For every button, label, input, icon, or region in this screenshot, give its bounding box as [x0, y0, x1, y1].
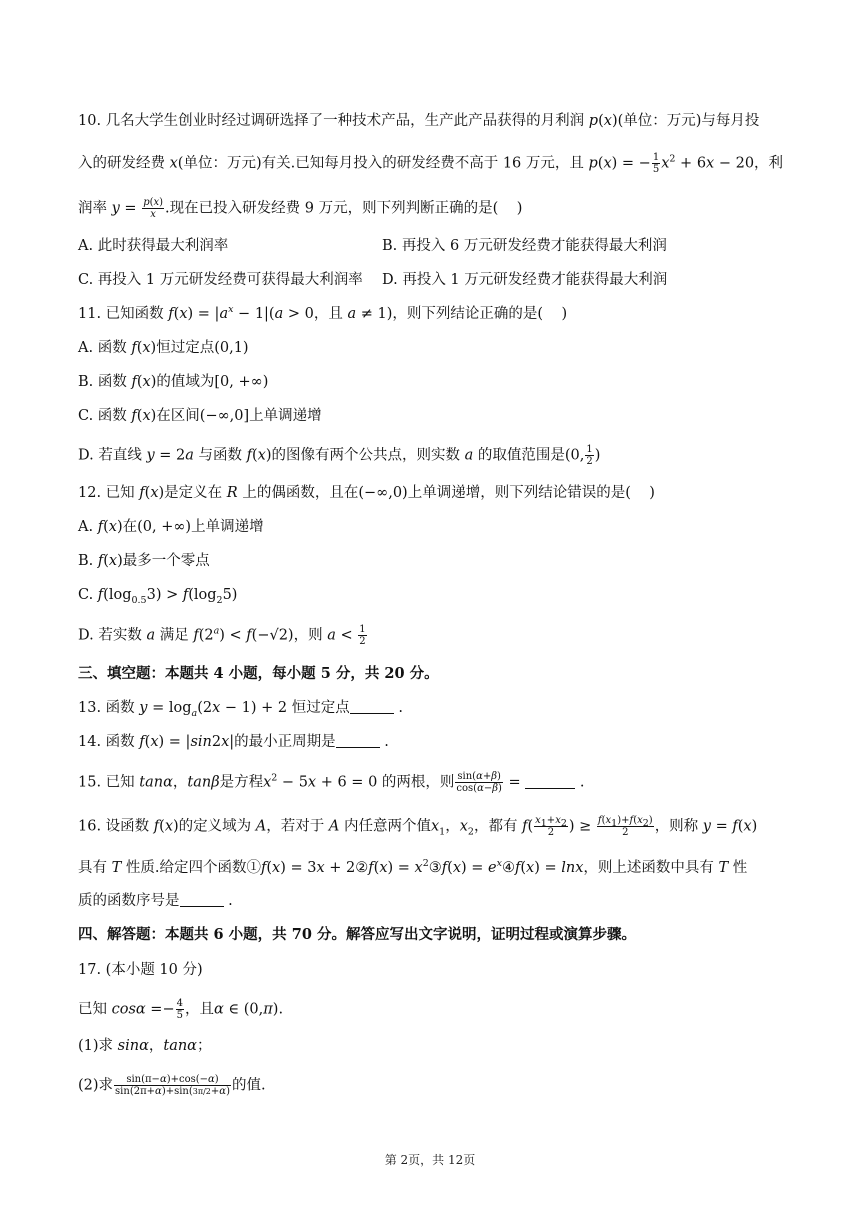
- page-footer: 第 2页，共 12页: [384, 1153, 476, 1167]
- q15: 15. 已知 tanα，tanβ是方程$x^2 - 5x + 6 = 0$ 的两根，则 $\frac{\sin(\alpha+\beta)}{\cos(\alpha-\beta)}$ = .: [78, 771, 585, 794]
- q16-line-1: 16. 设函数 f(x)的定义域为 A，若对于 A 内任意两个值$x_1$，$x_2$，都有 f( $\frac{x_1+x_2}{2}$ ) ≥ $\frac{f(x_1)+f(x_2)}{2}$ ，则称 y = f(x): [78, 815, 758, 838]
- q16-line-3: 质的函数序号是 .: [78, 893, 233, 909]
- q13: 13. 函数 $y = \log_a(2x - 1) + 2$ 恒过定点 .: [78, 700, 403, 719]
- q11-stem: 11. 已知函数 $f(x) = |a^x - 1|(a > 0$，且 a ≠ 1)，则下列结论正确的是( ): [78, 304, 568, 322]
- q12-stem: 12. 已知 f(x)是定义在 R 上的偶函数，且在(−∞,0)上单调递增，则下列结论错误的是( ): [78, 485, 655, 501]
- q10-line-3: 润率 y = $\frac{p(x)}{x}$ .现在已投入研发经费 9 万元，则下列判断正确的是( ): [78, 197, 523, 220]
- q10-option-d: D. 再投入 1 万元研发经费才能获得最大利润: [382, 272, 668, 288]
- q17-part-1: (1)求 sinα，tanα；: [78, 1038, 212, 1054]
- q12-option-d: D. 若实数 a 满足 $f(2^a) < f(-√2)$，则 a < $\frac{1}{2}$: [78, 624, 366, 647]
- q10-option-c: C. 再投入 1 万元研发经费可获得最大利润率: [78, 272, 363, 288]
- q10-option-a: A. 此时获得最大利润率: [78, 238, 229, 254]
- q14: 14. 函数 f(x) = |sin2x|的最小正周期是 .: [78, 734, 389, 750]
- section-3-heading: 三、填空题：本题共 4 小题，每小题 5 分，共 20 分。: [78, 665, 439, 682]
- q10-option-b: B. 再投入 6 万元研发经费才能获得最大利润: [382, 238, 667, 254]
- q12-option-c: C. $f(\log_{0.5}3) > f(\log_25)$: [78, 587, 238, 606]
- q12-option-b: B. f(x)最多一个零点: [78, 553, 210, 569]
- q17-part-2: (2)求 $\frac{\sin(\pi-\alpha)+\cos(-\alpha)}{\sin(2\pi+\alpha)+\sin(3\pi/2+\alpha)}$ 的值.: [78, 1074, 266, 1097]
- q11-option-d: D. 若直线 y = 2a 与函数 f(x)的图像有两个公共点，则实数 a 的取值范围是(0, $\frac{1}{2}$ ): [78, 444, 601, 467]
- section-4-heading: 四、解答题：本题共 6 小题，共 70 分。解答应写出文字说明，证明过程或演算步骤。: [78, 926, 636, 943]
- q12-option-a: A. f(x)在(0, +∞)上单调递增: [78, 519, 264, 535]
- q11-option-b: B. 函数 f(x)的值域为[0, +∞): [78, 374, 269, 390]
- q17-heading: 17. (本小题 10 分): [78, 962, 203, 978]
- q11-option-a: A. 函数 f(x)恒过定点(0,1): [78, 340, 249, 356]
- q10-line-2: 入的研发经费 x(单位：万元)有关.已知每月投入的研发经费不高于 16 万元，且 p(x) = − $\frac{1}{5}$ $x^2 + 6x - 20$，利: [78, 152, 784, 175]
- q17-given: 已知 cosα =− $\frac{4}{5}$ ，且α ∈ (0,π).: [78, 998, 284, 1021]
- q11-option-c: C. 函数 f(x)在区间(−∞,0]上单调递增: [78, 408, 322, 424]
- q10-line-1: 10. 几名大学生创业时经过调研选择了一种技术产品，生产此产品获得的月利润 p(x)(单位：万元)与每月投: [78, 113, 760, 129]
- q16-line-2: 具有 T 性质.给定四个函数①f(x) = 3x + 2②f(x) = $x^2③f(x)$ = $e^x④f(x) = \ln x$，则上述函数中具有 T 性: [78, 858, 748, 876]
